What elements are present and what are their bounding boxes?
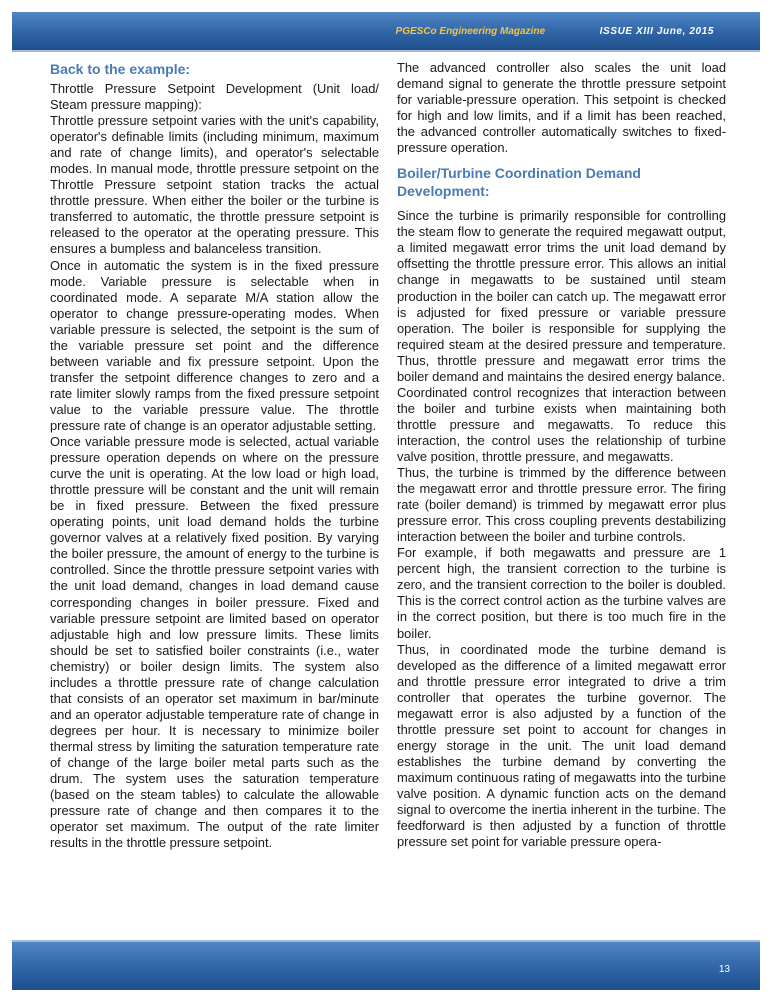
body-paragraph: Throttle pressure setpoint varies with the unit's capability, operator's definable limits (including minimum, maximum and rate of change limits), and operator's selectable modes. In manual mode, throttle pressure setpoint on the Throttle Pressure setpoint station tracks the actual throttle pressure. When either the boiler or the turbine is transferred to automatic, the throttle pressure setpoint is released to the operator at the operating pressure. This ensures a bumpless and balanceless transition. xyxy=(50,113,379,257)
magazine-title: PGESCo Engineering Magazine xyxy=(395,26,545,37)
article-body xyxy=(50,60,726,940)
body-paragraph: Since the turbine is primarily responsible for controlling the steam flow to generate the required megawatt output, a limited megawatt error trims the unit load demand by offsetting the throttle pressure error. This allows an initial change in megawatts to be sustained until steam production in the boiler can catch up. The megawatt error is adjusted for fixed pressure or variable pressure operation. The boiler is responsible for supplying the required steam at the desired pressure and temperature. Thus, throttle pressure and megawatt error trims the boiler demand and maintains the desired energy balance. xyxy=(397,208,726,384)
page-number: 13 xyxy=(718,964,730,975)
body-paragraph: The advanced controller also scales the unit load demand signal to generate the throttle pressure setpoint for variable-pressure operation. This setpoint is checked for high and low limits, and if a limit has been reached, the advanced controller automatically switches to fixed-pressure operation. xyxy=(397,60,726,156)
left-column xyxy=(50,60,379,851)
issue-label: ISSUE XIII June, 2015 xyxy=(599,26,714,37)
page-header xyxy=(0,0,772,55)
header-bar xyxy=(12,12,760,52)
subheading-paragraph: Throttle Pressure Setpoint Development (Unit load/ Steam pressure mapping): xyxy=(50,81,379,113)
body-paragraph: Coordinated control recognizes that interaction between the boiler and turbine exists when maintaining both throttle pressure and megawatts. To reduce this interaction, the control uses the relationship of turbine valve position, throttle pressure, and megawatts. xyxy=(397,384,726,464)
body-paragraph: Once variable pressure mode is selected, actual variable pressure operation depends on where on the pressure curve the unit is operating. At the low load or high load, throttle pressure will be constant and the unit will remain be in fixed pressure. Between the fixed pressure operating points, unit load demand holds the turbine governor valves at a relatively fixed position. By varying the boiler pressure, the amount of energy to the turbine is controlled. Since the throttle pressure setpoint varies with the unit load demand, changes in load demand cause corresponding changes in boiler pressure. Fixed and variable pressure setpoint are limited based on operator adjustable high and low pressure limits. These limits should be set to satisfied boiler constraints (i.e., water chemistry) or boiler design limits. The system also includes a throttle pressure rate of change calculation that consists of an operator set maximum in bar/minute and an operator adjustable temperature rate of change in degrees per hour. It is necessary to minimize boiler thermal stress by limiting the saturation temperature rate of change of the large boiler metal parts such as the drum. The system uses the saturation temperature (based on the steam tables) to calculate the allowable pressure rate of change and then compares it to the operator set maximum. The output of the rate limiter results in the throttle pressure setpoint. xyxy=(50,434,379,851)
section-heading-coordination: Boiler/Turbine Coordination Demand Development: xyxy=(397,165,641,200)
body-paragraph: Once in automatic the system is in the fixed pressure mode. Variable pressure is selectable when in coordinated mode. A separate M/A station allow the operator to change pressure-operating modes. When variable pressure is selected, the setpoint is the sum of the variable pressure set point and the difference between variable and fix pressure setpoint. Upon the transfer the setpoint difference changes to zero and a rate limiter slowly ramps from the fixed pressure setpoint value to the variable pressure value. The throttle pressure rate of change is an operator adjustable setting. xyxy=(50,257,379,433)
section-heading-example: Back to the example: xyxy=(50,61,191,77)
body-paragraph: For example, if both megawatts and pressure are 1 percent high, the transient correction to the turbine is zero, and the transient correction to the boiler is doubled. This is the correct control action as the turbine valves are in the correct position, but there is too much fire in the boiler. xyxy=(397,545,726,641)
body-paragraph: Thus, the turbine is trimmed by the difference between the megawatt error and throttle pressure error. The firing rate (boiler demand) is trimmed by megawatt error plus pressure error. This cross coupling prevents destabilizing interaction between the boiler and turbine controls. xyxy=(397,465,726,545)
page-footer xyxy=(12,940,760,990)
body-paragraph: Thus, in coordinated mode the turbine demand is developed as the difference of a limited megawatt error and throttle pressure error integrated to drive a trim controller that operates the turbine governor. The megawatt error is also adjusted by a function of the throttle pressure set point to account for changes in energy storage in the unit. The unit load demand establishes the turbine demand by converting the maximum continuous rating of megawatts into the turbine valve position. A dynamic function acts on the demand signal to overcome the inertia inherent in the turbine. The feedforward is then adjusted by a function of throttle pressure set point for variable pressure opera- xyxy=(397,641,726,850)
right-column xyxy=(397,60,726,850)
